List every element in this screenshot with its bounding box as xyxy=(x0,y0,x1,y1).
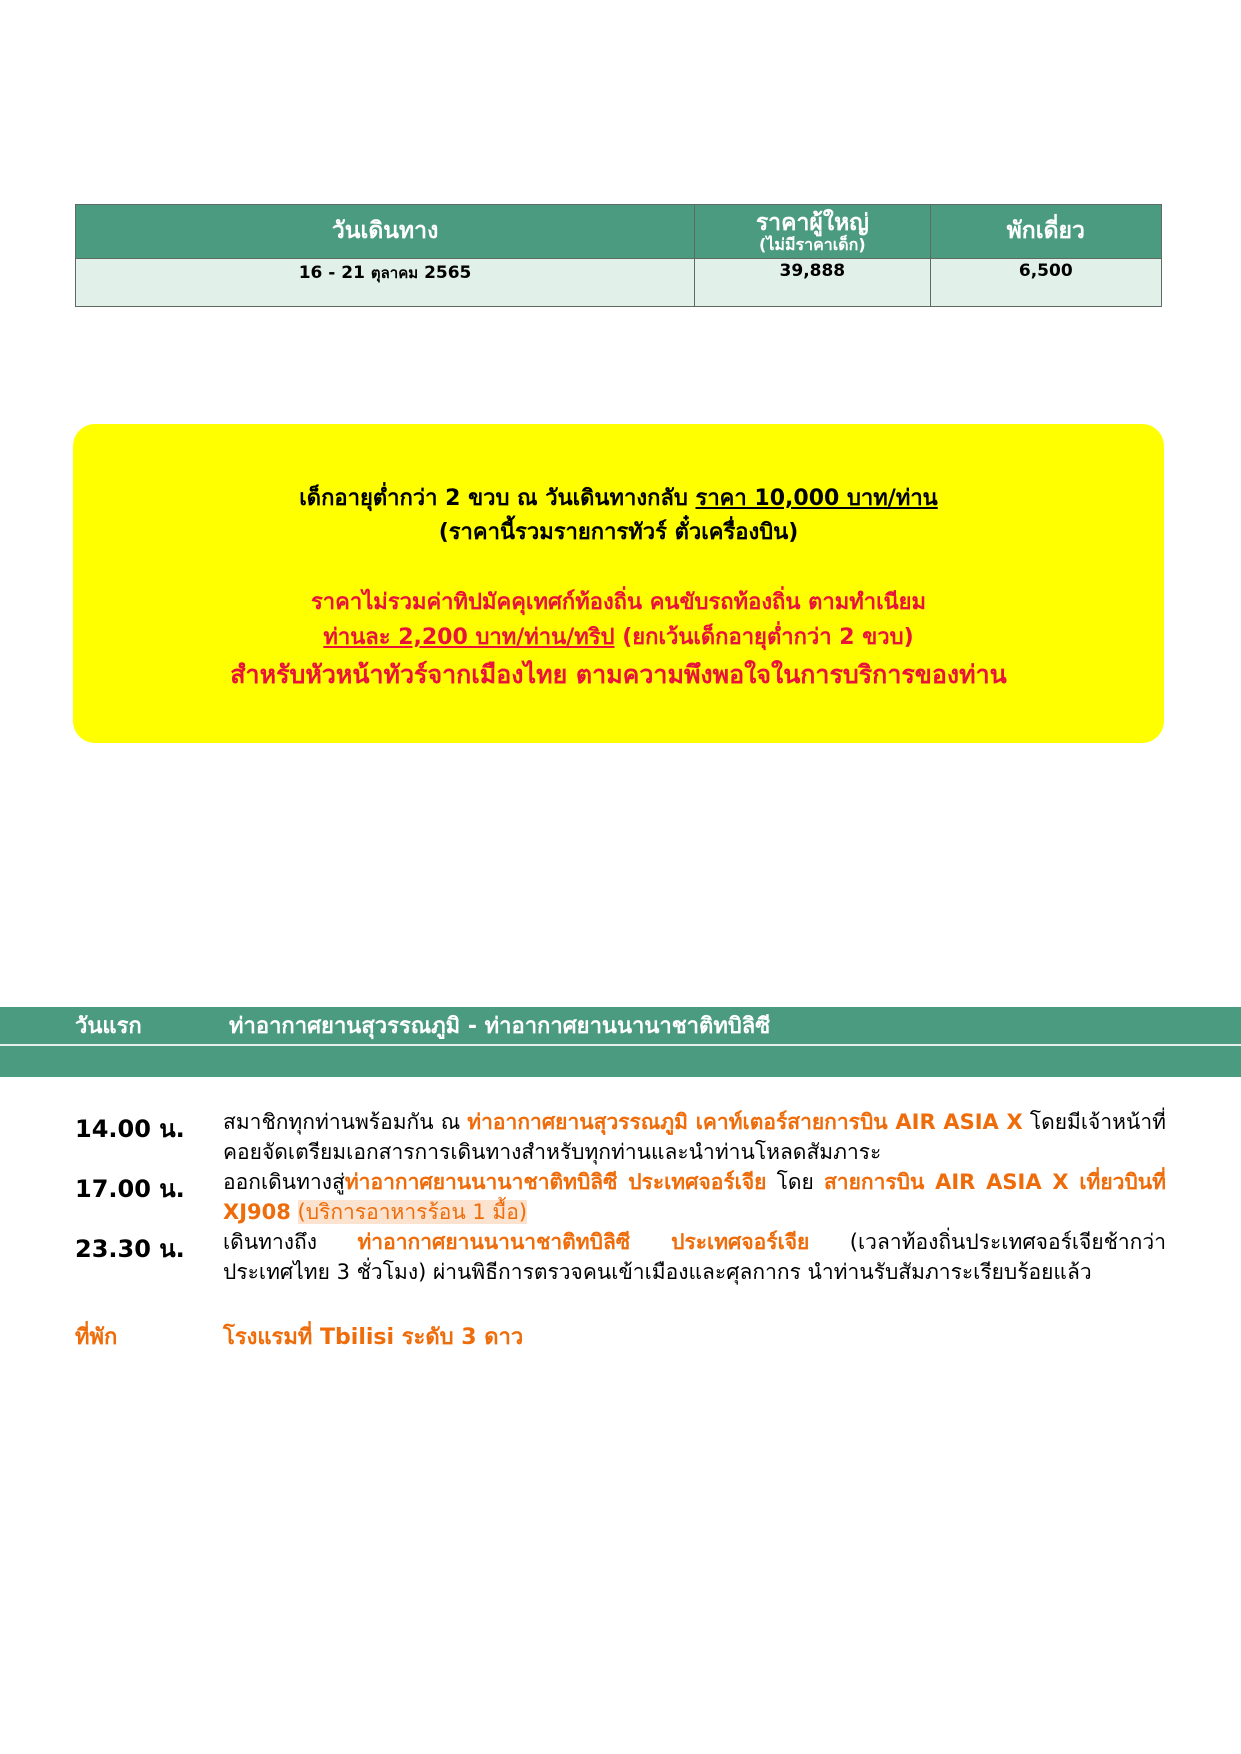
hotel-name: โรงแรมที่ Tbilisi ระดับ 3 ดาว xyxy=(223,1325,524,1350)
price-table-header xyxy=(76,205,1162,259)
header-adult-price: ราคาผู้ใหญ่ (ไม่มีราคาเด็ก) xyxy=(695,205,930,259)
notice-tip-exclusion: ราคาไม่รวมค่าทิปมัคคุเทศก์ท้องถิ่น คนขับรถท้องถิ่น ตามทำเนียม xyxy=(310,590,927,615)
itinerary-text: ออกเดินทางสู่ท่าอากาศยานนานาชาติทบิลิซี ประเทศจอร์เจีย โดย สายการบิน AIR ASIA X เที่ยวบินที่ XJ908 (บริการอาหารร้อน 1 มื้อ) xyxy=(223,1170,1166,1224)
notice-child-includes: (ราคานี้รวมรายการทัวร์ ตั๋วเครื่องบิน) xyxy=(438,520,799,545)
notice-child-price: เด็กอายุต่ำกว่า 2 ขวบ ณ วันเดินทางกลับ ราคา 10,000 บาท/ท่าน xyxy=(299,486,938,511)
itinerary-time: 17.00 น. xyxy=(75,1175,185,1203)
day-route: ท่าอากาศยานสุวรรณภูมิ - ท่าอากาศยานนานาชาติทบิลิซี xyxy=(229,1014,771,1039)
cell-adult-price: 39,888 xyxy=(695,259,930,307)
child-price-amount: ราคา 10,000 บาท/ท่าน xyxy=(695,486,938,511)
table-row xyxy=(76,259,1162,307)
meal-note: (บริการอาหารร้อน 1 มื้อ) xyxy=(297,1200,528,1224)
header-adult-note: (ไม่มีราคาเด็ก) xyxy=(759,235,866,254)
cell-single-price: 6,500 xyxy=(930,259,1161,307)
header-date: วันเดินทาง xyxy=(76,205,695,259)
notice-box xyxy=(73,424,1164,743)
cell-travel-date: 16 - 21 ตุลาคม 2565 xyxy=(76,259,695,307)
hotel-label: ที่พัก xyxy=(75,1325,118,1350)
price-table xyxy=(75,204,1162,307)
itinerary-text: สมาชิกทุกท่านพร้อมกัน ณ ท่าอากาศยานสุวรรณภูมิ เคาท์เตอร์สายการบิน AIR ASIA X โดยมีเจ้าหน้าที่คอยจัดเตรียมเอกสารการเดินทางสำหรับทุกท่านและนำท่านโหลดสัมภาระ xyxy=(223,1110,1166,1164)
itinerary-time: 14.00 น. xyxy=(75,1115,185,1143)
notice-tour-leader: สำหรับหัวหน้าทัวร์จากเมืองไทย ตามความพึงพอใจในการบริการของท่าน xyxy=(230,660,1007,689)
itinerary-text: เดินทางถึง ท่าอากาศยานนานาชาติทบิลิซี ประเทศจอร์เจีย (เวลาท้องถิ่นประเทศจอร์เจียช้ากว่าประเทศไทย 3 ชั่วโมง) ผ่านพิธีการตรวจคนเข้าเมืองและศุลกากร นำท่านรับสัมภาระเรียบร้อยแล้ว xyxy=(223,1230,1166,1284)
notice-tip-amount: ท่านละ 2,200 บาท/ท่าน/ทริป (ยกเว้นเด็กอายุต่ำกว่า 2 ขวบ) xyxy=(323,625,914,650)
day-label: วันแรก xyxy=(75,1014,142,1039)
itinerary-time: 23.30 น. xyxy=(75,1235,185,1263)
header-single-supplement: พักเดี่ยว xyxy=(930,205,1161,259)
